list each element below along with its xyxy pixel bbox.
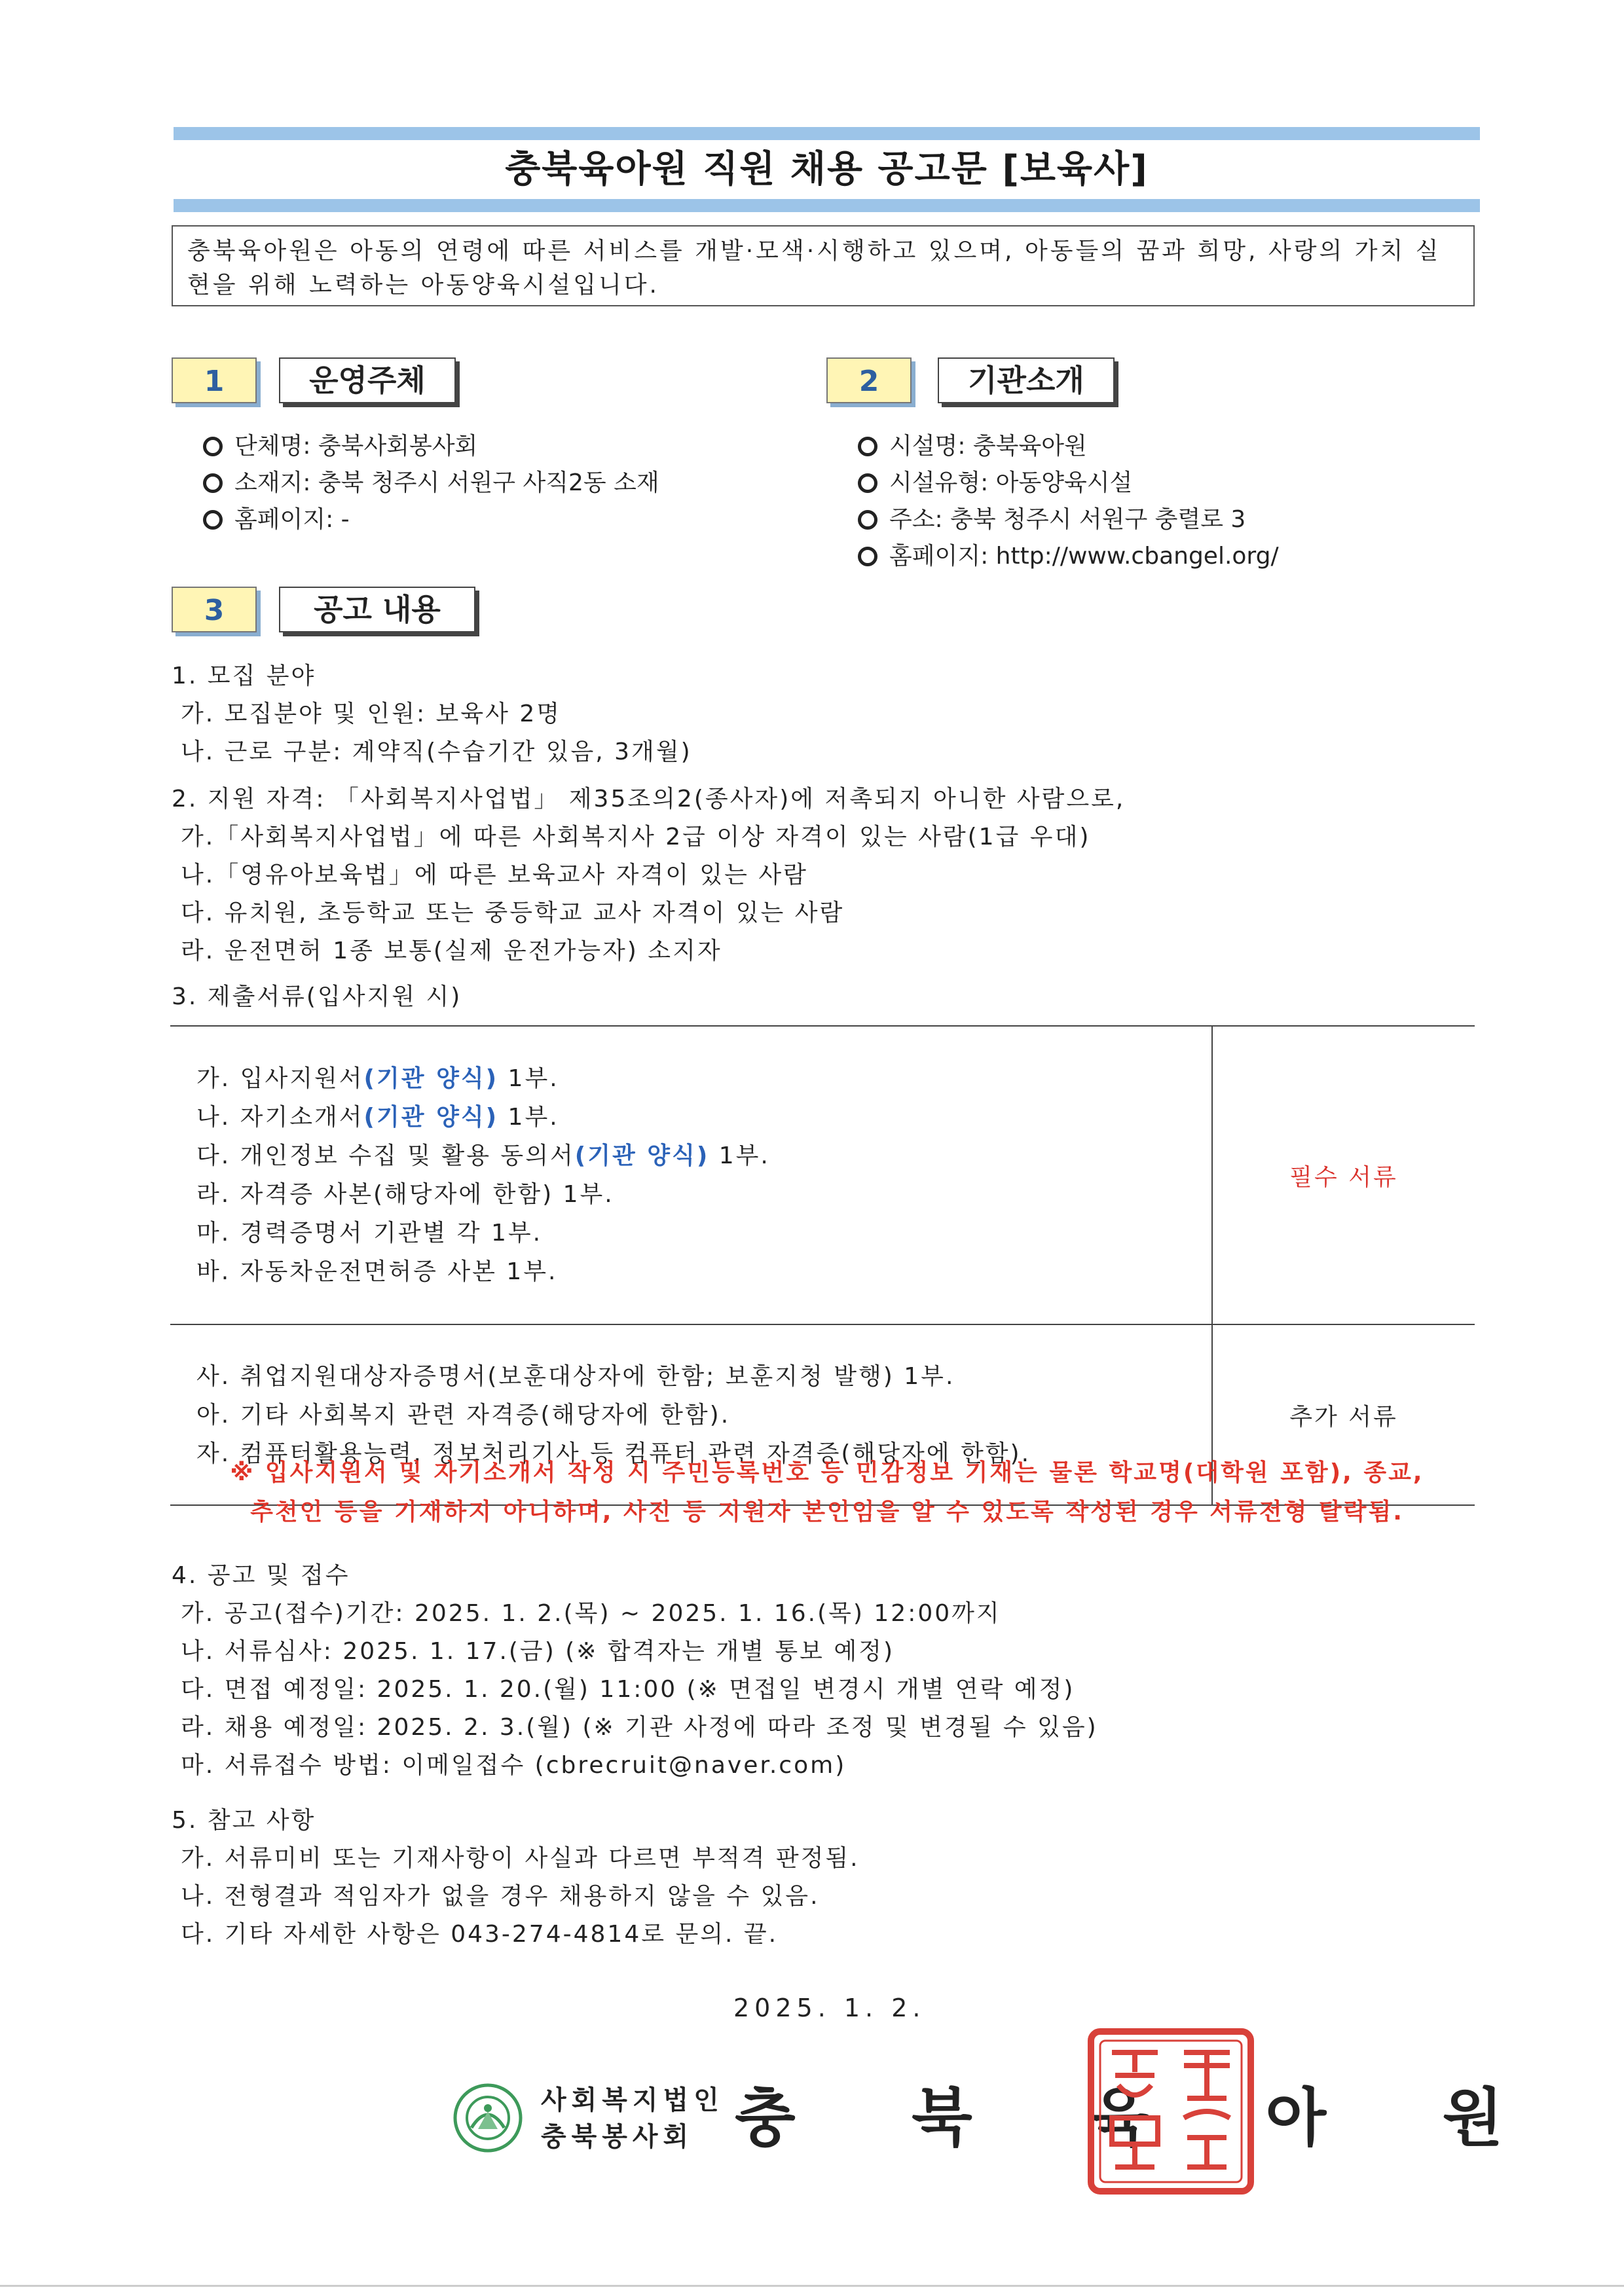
title-top-bar [174,127,1480,140]
issue-date: 2025. 1. 2. [733,1994,926,2022]
list-item: 홈페이지: - [203,501,659,538]
extra-docs-label: 추가 서류 [1212,1324,1475,1505]
circle-bullet-icon [858,437,877,456]
circle-bullet-icon [203,437,223,456]
list-item: 시설유형: 아동양육시설 [858,465,1279,501]
doc-item: 마. 경력증명서 기관별 각 1부. [196,1220,543,1247]
qualification-item: 가.「사회복지사업법」에 따른 사회복지사 2급 이상 자격이 있는 사람(1급 우대) [181,824,1091,850]
circle-bullet-icon [203,510,223,530]
required-docs-label: 필수 서류 [1212,1026,1475,1324]
seal-stamp-icon [1086,2026,1256,2196]
corporation-name: 사회복지법인 충북봉사회 [541,2085,724,2152]
list-item: 홈페이지: http://www.cbangel.org/ [858,538,1279,575]
required-docs-cell [170,1026,1212,1324]
reference-item: 나. 전형결과 적임자가 없을 경우 채용하지 않을 수 있음. [181,1883,820,1910]
doc-item: 나. 자기소개서(기관 양식) 1부. [196,1104,559,1131]
page-bottom-line [0,2285,1624,2287]
title-bottom-bar [174,199,1480,212]
section-3-number: 3 [172,587,257,632]
doc-item: 다. 개인정보 수집 및 활용 동의서(기관 양식) 1부. [196,1142,770,1169]
notice-item: 가. 공고(접수)기간: 2025. 1. 2.(목) ~ 2025. 1. 16.(목) 12:00까지 [181,1600,1001,1627]
table-row [170,1026,1475,1324]
documents-table [170,1025,1475,1506]
notice-item: 다. 면접 예정일: 2025. 1. 20.(월) 11:00 (※ 면접일 변경시 개별 연락 예정) [181,1676,1075,1703]
circle-bullet-icon [203,473,223,493]
qualification-item: 라. 운전면허 1종 보통(실제 운전가능자) 소지자 [181,938,722,964]
list-item: 단체명: 충북사회봉사회 [203,428,659,465]
doc-item: 자. 컴퓨터활용능력, 정보처리기사 등 컴퓨터 관련 자격증(해당자에 한함). [196,1440,1031,1467]
qualification-section [172,780,1125,970]
qualification-item: 나.「영유아보육법」에 따른 보육교사 자격이 있는 사람 [181,862,808,888]
section-1-title: 운영주체 [279,357,456,403]
reference-section [172,1802,860,1954]
doc-item: 바. 자동차운전면허증 사본 1부. [196,1258,558,1285]
reference-heading: 5. 참고 사항 [172,1807,316,1834]
section-2-number: 2 [826,357,912,403]
intro-box: 충북육아원은 아동의 연령에 따른 서비스를 개발·모색·시행하고 있으며, 아동들의 꿈과 희망, 사랑의 가치 실현을 위해 노력하는 아동양육시설입니다. [172,225,1475,306]
qualification-item: 다. 유치원, 초등학교 또는 중등학교 교사 자격이 있는 사람 [181,900,845,926]
qualification-heading: 2. 지원 자격: 「사회복지사업법」 제35조의2(종사자)에 저촉되지 아니한 사람으로, [172,786,1126,812]
circle-bullet-icon [858,473,877,493]
privacy-warning: ※ 입사지원서 및 자기소개서 작성 시 주민등록번호 등 민감정보 기재는 물론 학교명(대학원 포함), 종교, 추천인 등을 기재하지 아니하며, 사진 등 지원자 본인임을 알 수 있도록 작성된 경우 서류전형 탈락됨. [230,1459,1424,1525]
organization-name: 충 북 육 아 원 [735,2081,1551,2155]
list-item: 주소: 충북 청주시 서원구 충렬로 3 [858,501,1279,538]
recruit-item: 가. 모집분야 및 인원: 보육사 2명 [181,701,562,727]
notice-section [172,1557,1098,1785]
section-2-list [858,428,1279,575]
section-1-number: 1 [172,357,257,403]
notice-item: 라. 채용 예정일: 2025. 2. 3.(월) (※ 기관 사정에 따라 조정 및 변경될 수 있음) [181,1714,1098,1741]
doc-item: 아. 기타 사회복지 관련 자격증(해당자에 한함). [196,1401,731,1429]
section-1-list [203,428,659,538]
list-item: 시설명: 충북육아원 [858,428,1279,465]
page-title: 충북육아원 직원 채용 공고문 [보육사] [505,148,1149,191]
documents-heading: 3. 제출서류(입사지원 시) [172,983,462,1010]
circle-bullet-icon [858,510,877,530]
recruit-heading: 1. 모집 분야 [172,663,316,689]
reference-item: 가. 서류미비 또는 기재사항이 사실과 다르면 부적격 판정됨. [181,1845,860,1872]
recruit-section [172,657,692,771]
doc-item: 사. 취업지원대상자증명서(보훈대상자에 한함; 보훈지청 발행) 1부. [196,1362,955,1390]
emblem-logo-icon [452,2082,524,2154]
doc-item: 라. 자격증 사본(해당자에 한함) 1부. [196,1181,614,1208]
notice-heading: 4. 공고 및 접수 [172,1562,350,1589]
notice-item: 마. 서류접수 방법: 이메일접수 (cbrecruit@naver.com) [181,1752,847,1779]
doc-item: 가. 입사지원서(기관 양식) 1부. [196,1065,559,1092]
section-2-title: 기관소개 [938,357,1115,403]
recruit-item: 나. 근로 구분: 계약직(수습기간 있음, 3개월) [181,738,692,765]
section-3-title: 공고 내용 [279,587,475,632]
list-item: 소재지: 충북 청주시 서원구 사직2동 소재 [203,465,659,501]
circle-bullet-icon [858,547,877,566]
reference-item: 다. 기타 자세한 사항은 043-274-4814로 문의. 끝. [181,1921,779,1948]
notice-item: 나. 서류심사: 2025. 1. 17.(금) (※ 합격자는 개별 통보 예정) [181,1638,895,1665]
